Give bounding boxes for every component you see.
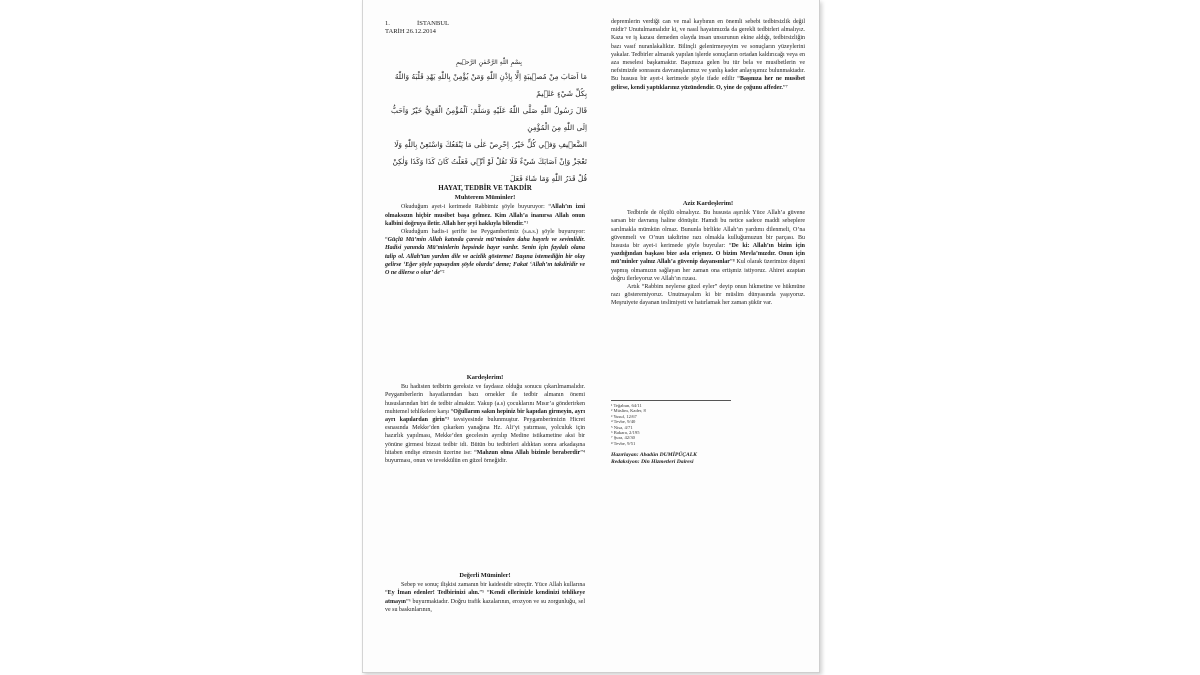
city-label: İSTANBUL xyxy=(417,20,450,27)
footnote: ³ Yusuf, 12/67 xyxy=(611,413,637,419)
arabic-text xyxy=(391,58,587,187)
document-header xyxy=(385,20,449,36)
footnote-divider xyxy=(611,400,731,401)
editor-credit: Redaksiyon: Din Hizmetleri Dairesi xyxy=(611,459,694,466)
paragraph: Tedbirde de ölçülü olmalıyız. Bu hususta aşırılık Yüce Allah’a güvene sarsan bir davranış haline dönüşür. Hamdi bu netice sadece maddi sebeplere sarılmakla mümkün olmaz. Bununla birlikte Allah’ın yardımı dilenmeli, O’na güvenmeli ve O’nun takdirine razı olmakla kulluğumuzun bir parçası. Bu hususta bir ayet-i kerimede şöyle buyrular: “De ki: Allah’ın bizim için yazdığından başkası bize asla erişmez. O bizim Mevla’mızdır. Onun için mü’minler yalnız Allah’a güvenip dayansınlar”⁸ Kul olarak üzerimize düşeni yapmış olmamızın sağlayan her zaman ona ertişmiz istiyoruz. Ahiret azaptan doğru ilerleyoruz ve Allah’ın rızası. xyxy=(611,210,806,282)
arabic-line: الضَّع۪يفِ وَف۪ي كُلٍّ خَيْرٌ. اِحْرِصْ عَلٰى مَا يَنْفَعُكَ وَاسْتَعِنْ بِاللّٰهِ وَلَا xyxy=(394,140,587,149)
footnote: ² Müslim, Kader, 8 xyxy=(611,408,646,414)
paragraph: Artık “Rabbim neylerse güzel eyler” deyip onun hikmetine ve hükmüne razı gösteremiyoruz. Unutmayalım ki bir müslim dünyasında yaşıyoruz. Meşruiyete dayanan teslimiyeti ve hatırlamak her zaman şükür var. xyxy=(611,284,805,307)
paragraph: Sebep ve sonuç ilişkisi zamanın bir kaidesidir süreçtir. Yüce Allah kullarına “Ey İman edenler! Tedbirinizi alın.”⁵ “Kendi ellerinizle kendinizi tehlikeye atmayın”⁶ buyurmaktadır. Doğru trafik kazalarının, erozyon ve su zorgunluğu, sel ve su baskınlarının, xyxy=(385,582,586,613)
sermon-title: HAYAT, TEDBİR VE TAKDİR xyxy=(438,184,532,192)
footnote: ⁶ Bakara, 2/195 xyxy=(611,430,640,436)
paragraph: Bu hadisten tedbirin gereksiz ve faydasız olduğu sonucu çıkarılmamalıdır. Peygamberlerin hayatlarından bazı ornekler ile tedbir almanın önemi hususlarından biri de tedbir almaktır. Yakup (a.s) çocuklarını Mısır’a gönderirken muhtemel tehlikelere karşı “Oğullarım sakın hepiniz bir kapıdan girmeyin, ayrı ayrı kapılardan girin”³ tavsiyesinde bulunmuştur. Peygamberimizin Hicret esnasında Mekke’den çıkarken yanağına Hz. Ali’yi yatırması, yolculuk için hazırlık yapılması, Mekke’den gecelesin ayrılıp Medine istikametine aksi bir yönüne girmesi bizzat tedbir idi. Bütün bu tedbirleri aldıktan sonra arkadaşına hitaben endişe etmesin üzerine ise: “Mahzun olma Allah bizimle beraberdir”⁴ buyurması, onun ve tevekkülün en güzel örneğidir. xyxy=(385,384,585,465)
paragraph: Okuduğum hadis-i şerifte ise Peygamberimiz (s.a.s.) şöyle buyuruyor: “Güçlü Mü’min Allah katında çaresiz mü’minden daha hayırlı ve sevimlidir. Hadisi yanında Mü’minlerin hepsinde hayır vardır. Senin için faydalı olana talip ol. Allah’tan yardım dile ve acizlik gösterme! Başına istemediğin bir olay gelirse ‘Eğer şöyle yapsaydım şöyle olurdu’ deme; Fakat ‘Allah’ın takdiridir ve O ne dilerse o olur’ de”² xyxy=(385,229,585,277)
author-credit: Hazırlayan: Abadün DUMİPÜÇALK xyxy=(611,452,697,459)
paragraph: Okuduğum ayet-i kerimede Rabbimiz şöyle buyuruyor: “Allah’ın izni olmaksızın hiçbir musibet başa gelmez. Kim Allah’a inanırsa Allah onun kalbini doğruya iletir. Allah her şeyi hakkıyla bilendir.”¹ xyxy=(385,204,585,227)
arabic-line: بِكُلِّ شَيْءٍ عَل۪يمٌ xyxy=(536,89,587,98)
greeting-heading: Aziz Kardeşlerim! xyxy=(682,200,734,207)
footnote: ⁴ Tevbe, 9/40 xyxy=(611,419,636,425)
footnote: ⁷ Şura, 42/30 xyxy=(611,435,635,441)
date-value: 26.12.2014 xyxy=(406,28,436,35)
paragraph: depremlerin verdiği can ve mal kaybının en önemli sebebi tedbirsizlik değil midir? Unutulmamalıdır ki, ve nasıl hayatımızda da gerekli tedbirleri almalıyız. Kaza ve iş kazası demeden olayda insan unsurunun ekine aldığı, tedbirsizliğin bazı vasıf nuranlakaliktır. Bilinçli gelenirmeyeyim ve sonuçların yüzeylerini yakalar. Tedbirler almarak yapılan işlerde sonuçların ortadan kaldırıcağı veya en aza meselesi başkamaktır. Başımıza gelen bu tür bela ve musibetlerin ve nefsimizde sonrasını davranışlarımız ve yanlış kader anlayışımız bulunmaktadır. Bu hususu bir ayet-i kerimede şöyle ifade edilir “Başınıza her ne musibet gelirse, kendi yaptıklarınız yüzündendir. O, yine de çoğunu affeder.”⁷ xyxy=(611,19,805,91)
arabic-line: مَا اَصَابَ مِنْ مُص۪يبَةٍ اِلَّا بِاِذْنِ اللّٰهِ وَمَنْ يُؤْمِنْ بِاللّٰهِ يَهْدِ قَلْبَهُ وَاللّٰهُ xyxy=(394,72,587,81)
footnote: ⁸ Tevbe, 9/51 xyxy=(611,440,636,446)
basmala: بِسْمِ اللّٰهِ الرَّحْمٰنِ الرَّح۪يمِ xyxy=(456,59,522,66)
greeting-heading: Muhterem Müminler! xyxy=(454,194,516,202)
arabic-line: تَعْجَزْ وَاِنْ اَصَابَكَ شَيْءٌ فَلَا تَقُلْ لَوْ اَنّ۪ي فَعَلْتُ كَانَ كَذَا وَكَذَا وَلٰكِنْ xyxy=(392,157,587,166)
sermon-number: 1. xyxy=(385,20,390,27)
arabic-line: قُلْ قَدَرُ اللّٰهِ وَمَا شَاءَ فَعَلَ xyxy=(510,174,587,183)
footnote: ⁵ Nisa, 4/71 xyxy=(611,424,633,430)
arabic-line: قَالَ رَسُولُ اللّٰهِ صَلَّى اللّٰهُ عَلَيْهِ وَسَلَّمَ: اَلْمُؤْمِنُ الْقَوِيُّ خَيْرٌ وَاَحَبُّ اِلَى اللّٰهِ مِنَ الْمُؤْمِنِ xyxy=(391,106,587,132)
greeting-heading: Kardeşlerim! xyxy=(466,374,504,381)
greeting-heading: Değerli Müminler! xyxy=(459,572,511,579)
document-page xyxy=(362,0,820,673)
date-label: TARİH xyxy=(385,28,405,35)
footnote: ¹ Teğabun, 64/11 xyxy=(611,403,642,408)
